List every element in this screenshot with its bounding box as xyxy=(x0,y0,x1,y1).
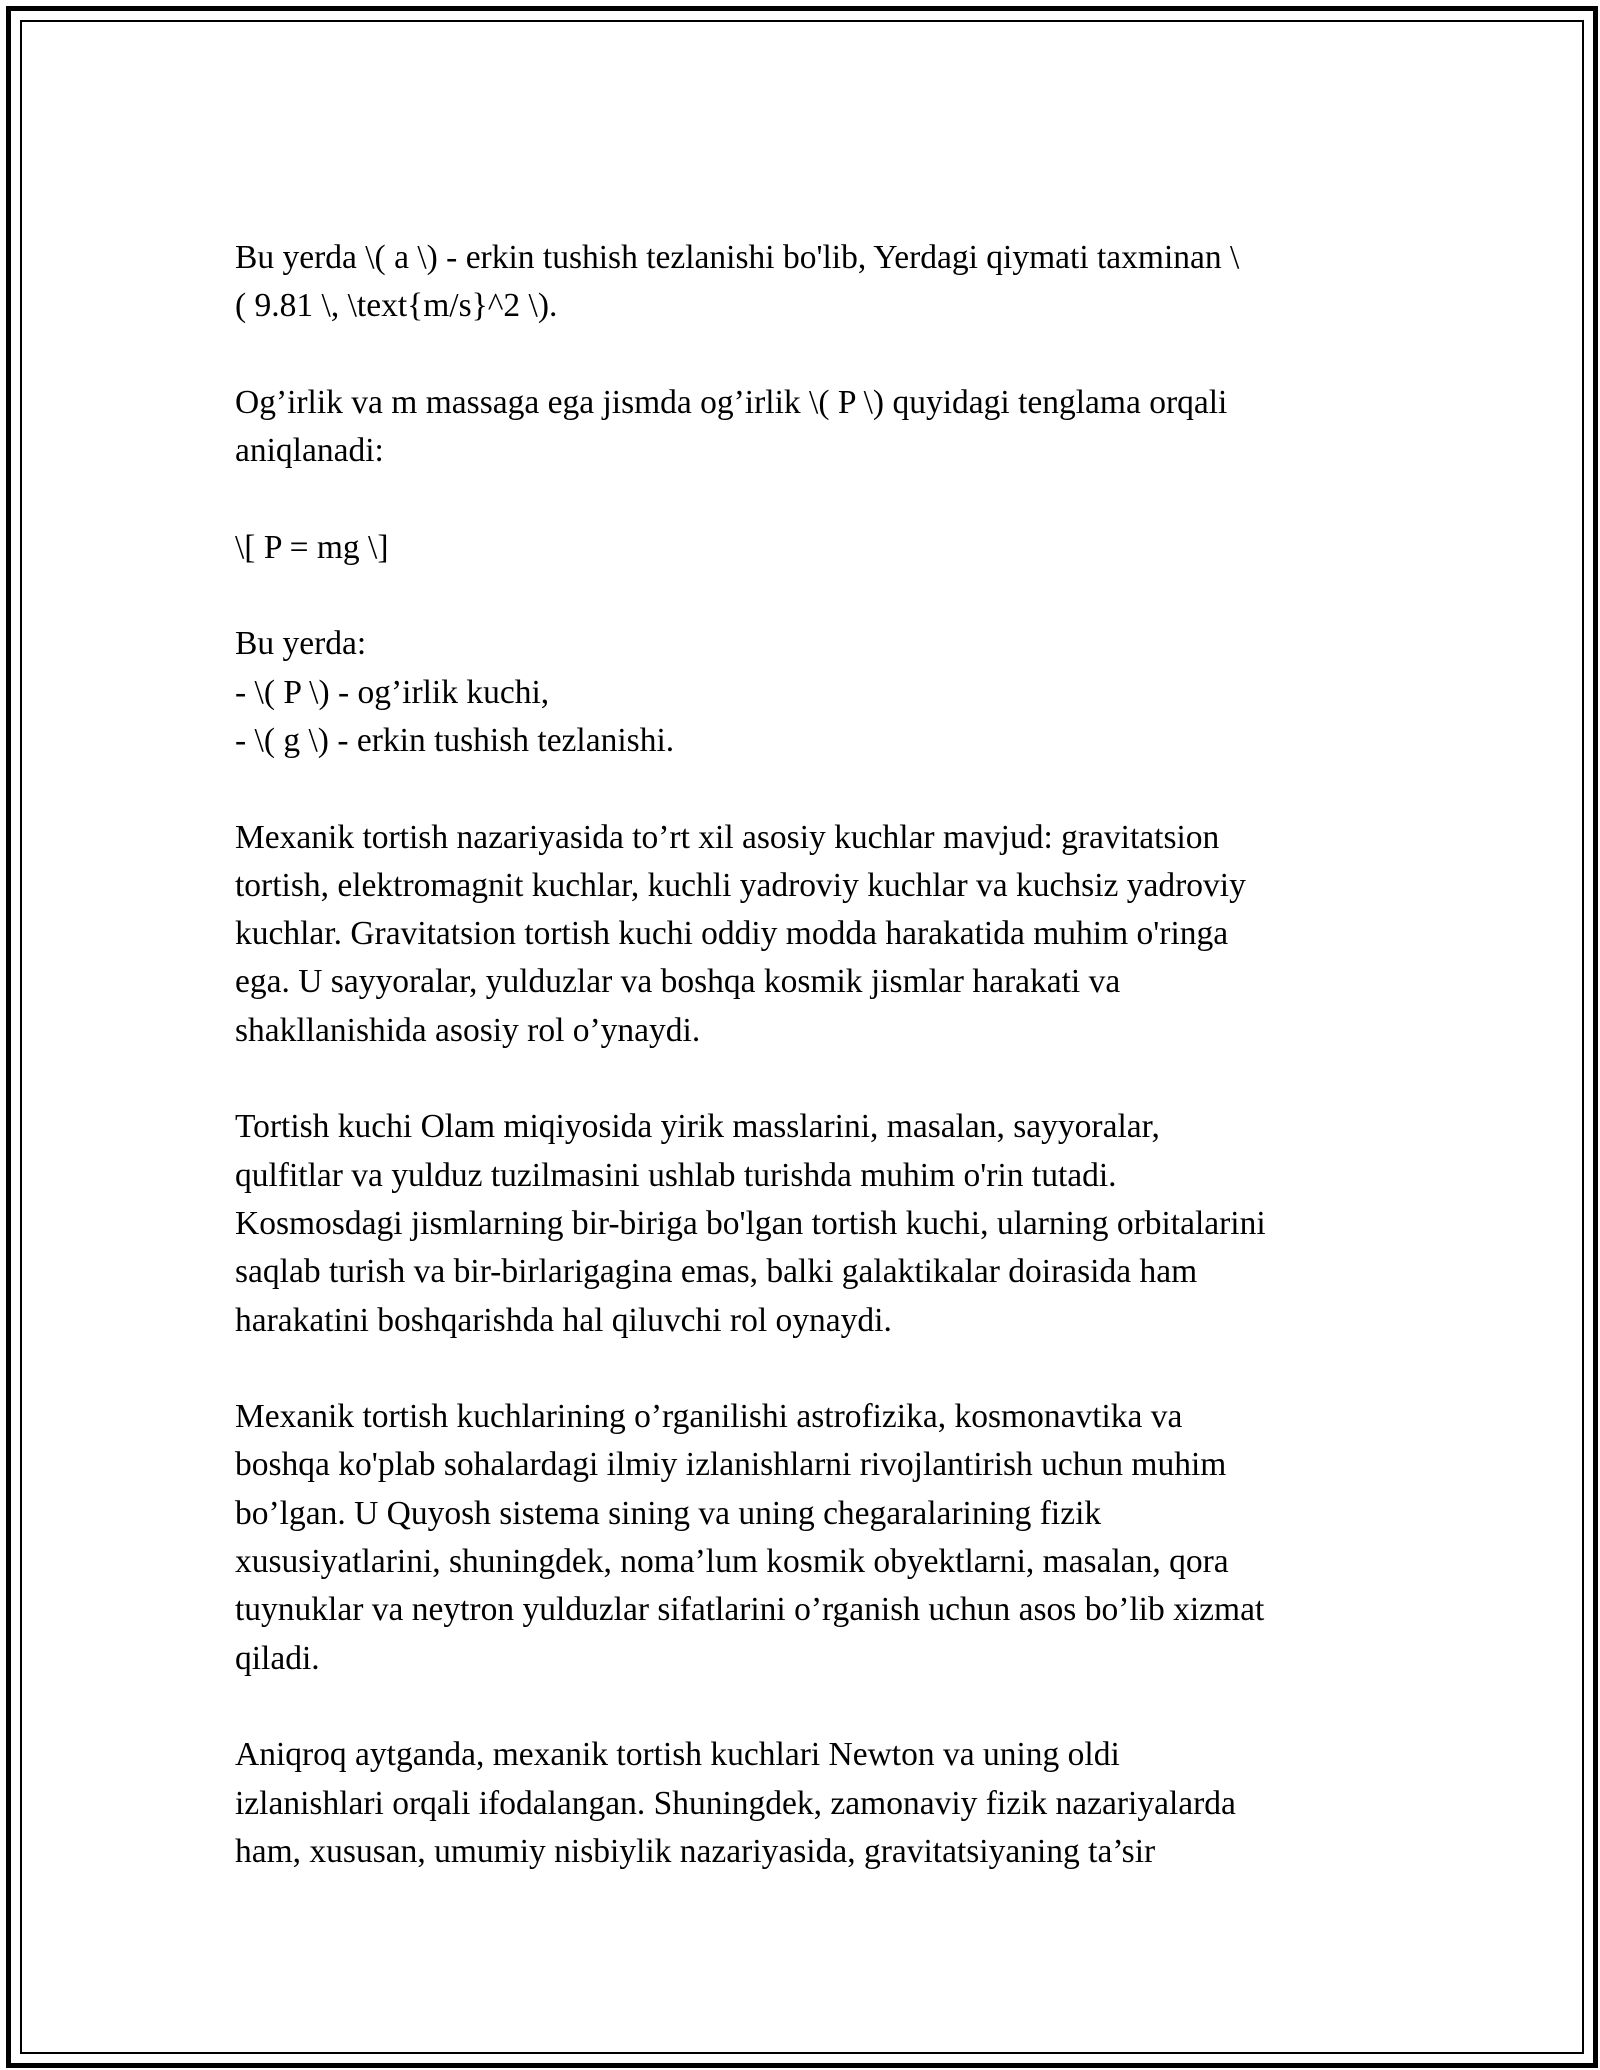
text-line: bo’lgan. U Quyosh sistema sining va uning chegaralarining fizik xyxy=(235,1494,1102,1532)
text-line: boshqa ko'plab sohalardagi ilmiy izlanishlarni rivojlantirish uchun muhim xyxy=(235,1446,1227,1484)
text-line: harakatini boshqarishda hal qiluvchi rol oynaydi. xyxy=(235,1301,892,1339)
text-line: izlanishlari orqali ifodalangan. Shuningdek, zamonaviy fizik nazariyalarda xyxy=(235,1784,1236,1822)
text-line: Og’irlik va m massaga ega jismda og’irlik \( P \) quyidagi tenglama orqali xyxy=(235,383,1228,421)
text-line: aniqlanadi: xyxy=(235,432,384,470)
paragraph xyxy=(235,524,1375,572)
text-line: qulfitlar va yulduz tuzilmasini ushlab turishda muhim o'rin tutadi. xyxy=(235,1156,1117,1194)
text-line: \[ P = mg \] xyxy=(235,528,389,566)
text-line: kuchlar. Gravitatsion tortish kuchi oddiy modda harakatida muhim o'ringa xyxy=(235,915,1229,953)
text-line: Mexanik tortish kuchlarining o’rganilishi astrofizika, kosmonavtika va xyxy=(235,1398,1183,1436)
text-line: ( 9.81 \, \text{m/s}^2 \). xyxy=(235,287,558,325)
text-line: saqlab turish va bir-birlarigagina emas, balki galaktikalar doirasida ham xyxy=(235,1253,1198,1291)
text-line: - \( g \) - erkin tushish tezlanishi. xyxy=(235,721,675,759)
text-line: shakllanishida asosiy rol o’ynaydi. xyxy=(235,1011,701,1049)
text-line: Kosmosdagi jismlarning bir-biriga bo'lgan tortish kuchi, ularning orbitalarini xyxy=(235,1204,1266,1242)
text-line: ham, xususan, umumiy nisbiylik nazariyasida, gravitatsiyaning ta’sir xyxy=(235,1832,1156,1870)
paragraph xyxy=(235,379,1375,476)
text-line: ega. U sayyoralar, yulduzlar va boshqa kosmik jismlar harakati va xyxy=(235,963,1121,1001)
text-line: qiladi. xyxy=(235,1639,320,1677)
text-line: Aniqroq aytganda, mexanik tortish kuchlari Newton va uning oldi xyxy=(235,1736,1120,1774)
paragraph xyxy=(235,620,1375,765)
text-line: tortish, elektromagnit kuchlar, kuchli yadroviy kuchlar va kuchsiz yadroviy xyxy=(235,866,1246,904)
text-line: tuynuklar va neytron yulduzlar sifatlarini o’rganish uchun asos bo’lib xizmat xyxy=(235,1591,1265,1629)
text-line: Bu yerda \( a \) - erkin tushish tezlanishi bo'lib, Yerdagi qiymati taxminan \ xyxy=(235,239,1240,276)
paragraph xyxy=(235,1103,1375,1344)
text-line: Mexanik tortish nazariyasida to’rt xil asosiy kuchlar mavjud: gravitatsion xyxy=(235,818,1220,856)
paragraph xyxy=(235,1393,1375,1683)
text-line: Tortish kuchi Olam miqiyosida yirik masslarini, masalan, sayyoralar, xyxy=(235,1108,1160,1146)
paragraph xyxy=(235,814,1375,1055)
document-body xyxy=(235,234,1375,1924)
text-line: xususiyatlarini, shuningdek, noma’lum kosmik obyektlarni, masalan, qora xyxy=(235,1543,1229,1581)
paragraph xyxy=(235,1731,1375,1876)
text-line: - \( P \) - og’irlik kuchi, xyxy=(235,673,550,711)
paragraph xyxy=(235,234,1375,331)
text-line: Bu yerda: xyxy=(235,625,367,663)
